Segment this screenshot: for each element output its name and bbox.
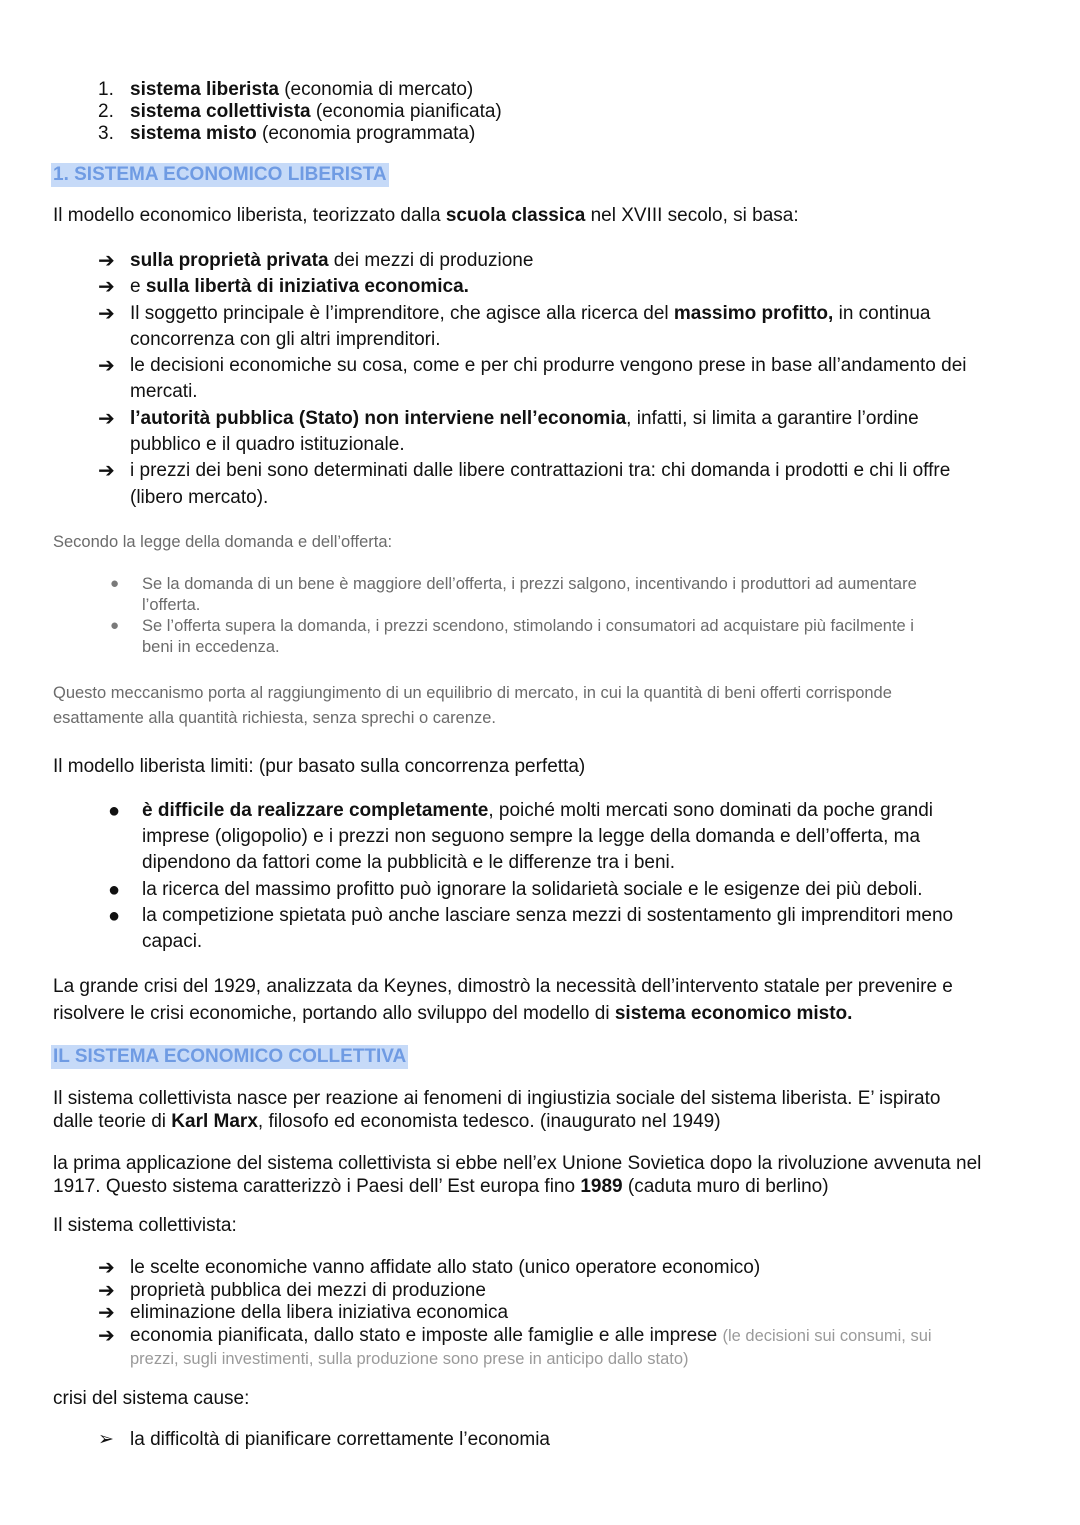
list-item: eliminazione della libera iniziativa economica xyxy=(130,1302,509,1323)
list-item-continuation: capaci. xyxy=(142,931,203,952)
list-item-continuation: (libero mercato). xyxy=(130,487,269,508)
list-number: 1. xyxy=(98,79,114,100)
list-item: sistema liberista (economia di mercato) xyxy=(130,79,474,100)
list-item: e sulla libertà di iniziativa economica. xyxy=(130,276,469,297)
list-item: la competizione spietata può anche lasciare senza mezzi di sostentamento gli imprenditori meno xyxy=(142,905,954,926)
list-item: la ricerca del massimo profitto può ignorare la solidarietà sociale e le esigenze dei più deboli. xyxy=(142,879,923,900)
arrow-bullet-icon: ➔ xyxy=(98,1257,115,1279)
soviet-paragraph: la prima applicazione del sistema collettivista si ebbe nell’ex Unione Sovietica dopo la rivoluzione avvenuta nel xyxy=(53,1153,982,1174)
bullet-icon: ● xyxy=(108,800,121,822)
arrow-bullet-icon: ➔ xyxy=(98,250,115,272)
list-item: sistema misto (economia programmata) xyxy=(130,123,476,144)
list-item: sistema collettivista (economia pianificata) xyxy=(130,101,502,122)
crisis-1929-paragraph: La grande crisi del 1929, analizzata da Keynes, dimostrò la necessità dell’intervento statale per prevenire e xyxy=(53,976,953,997)
arrow-bullet-icon: ➔ xyxy=(98,1280,115,1302)
law-title: Secondo la legge della domanda e dell’offerta: xyxy=(53,533,393,551)
paragraph-intro: Il modello economico liberista, teorizzato dalla scuola classica nel XVIII secolo, si basa: xyxy=(53,205,799,226)
list-item-continuation: beni in eccedenza. xyxy=(142,638,280,656)
limits-title: Il modello liberista limiti: (pur basato sulla concorrenza perfetta) xyxy=(53,756,586,777)
list-item: le decisioni economiche su cosa, come e per chi produrre vengono prese in base all’andamento dei xyxy=(130,355,967,376)
soviet-paragraph-continuation: 1917. Questo sistema caratterizzò i Paesi dell’ Est europa fino 1989 (caduta muro di berlino) xyxy=(53,1176,829,1197)
list-number: 3. xyxy=(98,123,114,144)
arrow-bullet-icon: ➔ xyxy=(98,303,115,325)
list-item-continuation: concorrenza con gli altri imprenditori. xyxy=(130,329,441,350)
arrow-bullet-icon: ➔ xyxy=(98,1302,115,1324)
list-item: sulla proprietà privata dei mezzi di produzione xyxy=(130,250,534,271)
list-item: la difficoltà di pianificare correttamente l’economia xyxy=(130,1429,550,1450)
list-item: proprietà pubblica dei mezzi di produzione xyxy=(130,1280,486,1301)
list-item: economia pianificata, dallo stato e imposte alle famiglie e alle imprese (le decisioni sui consumi, sui xyxy=(130,1325,932,1346)
crisis-1929-paragraph-continuation: risolvere le crisi economiche, portando allo sviluppo del modello di sistema economico misto. xyxy=(53,1003,853,1024)
arrow-bullet-icon: ➔ xyxy=(98,460,115,482)
equilibrium-paragraph-continuation: esattamente alla quantità richiesta, senza sprechi o carenze. xyxy=(53,709,497,727)
arrowhead-bullet-icon: ➢ xyxy=(98,1429,114,1450)
arrow-bullet-icon: ➔ xyxy=(98,355,115,377)
list-item-continuation: dipendono da fattori come la pubblicità e le differenze tra i beni. xyxy=(142,852,676,873)
arrow-bullet-icon: ➔ xyxy=(98,408,115,430)
list-item-continuation: imprese (oligopolio) e i prezzi non seguono sempre la legge della domanda e dell’offerta, ma xyxy=(142,826,921,847)
collectivist-title: Il sistema collettivista: xyxy=(53,1215,237,1236)
list-item-note: prezzi, sugli investimenti, sulla produzione sono prese in anticipo dallo stato) xyxy=(130,1350,689,1368)
list-item: Se la domanda di un bene è maggiore dell’offerta, i prezzi salgono, incentivando i produttori ad aumentare xyxy=(142,575,917,593)
collectivist-paragraph-continuation: dalle teorie di Karl Marx, filosofo ed economista tedesco. (inaugurato nel 1949) xyxy=(53,1111,721,1132)
section-heading-collettiva: IL SISTEMA ECONOMICO COLLETTIVA xyxy=(53,1046,407,1067)
list-number: 2. xyxy=(98,101,114,122)
list-item: è difficile da realizzare completamente, poiché molti mercati sono dominati da poche grandi xyxy=(142,800,933,821)
list-item-continuation: pubblico e il quadro istituzionale. xyxy=(130,434,405,455)
bullet-icon: ● xyxy=(108,905,121,927)
bullet-icon: ● xyxy=(110,575,120,592)
list-item: l’autorità pubblica (Stato) non interviene nell’economia, infatti, si limita a garantire l’ordine xyxy=(130,408,919,429)
list-item: i prezzi dei beni sono determinati dalle libere contrattazioni tra: chi domanda i prodotti e chi li offre xyxy=(130,460,951,481)
collectivist-paragraph: Il sistema collettivista nasce per reazione ai fenomeni di ingiustizia sociale del sistema liberista. E’ ispirato xyxy=(53,1088,941,1109)
bullet-icon: ● xyxy=(108,879,121,901)
list-item: Se l’offerta supera la domanda, i prezzi scendono, stimolando i consumatori ad acquistare più facilmente i xyxy=(142,617,914,635)
list-item-continuation: mercati. xyxy=(130,381,198,402)
arrow-bullet-icon: ➔ xyxy=(98,276,115,298)
crisis-title: crisi del sistema cause: xyxy=(53,1388,250,1409)
equilibrium-paragraph: Questo meccanismo porta al raggiungimento di un equilibrio di mercato, in cui la quantità di beni offerti corrisponde xyxy=(53,684,892,702)
list-item: le scelte economiche vanno affidate allo stato (unico operatore economico) xyxy=(130,1257,761,1278)
section-heading-liberista: 1. SISTEMA ECONOMICO LIBERISTA xyxy=(53,164,387,185)
bullet-icon: ● xyxy=(110,617,120,634)
arrow-bullet-icon: ➔ xyxy=(98,1325,115,1347)
list-item: Il soggetto principale è l’imprenditore, che agisce alla ricerca del massimo profitto, in continua xyxy=(130,303,931,324)
list-item-continuation: l’offerta. xyxy=(142,596,201,614)
